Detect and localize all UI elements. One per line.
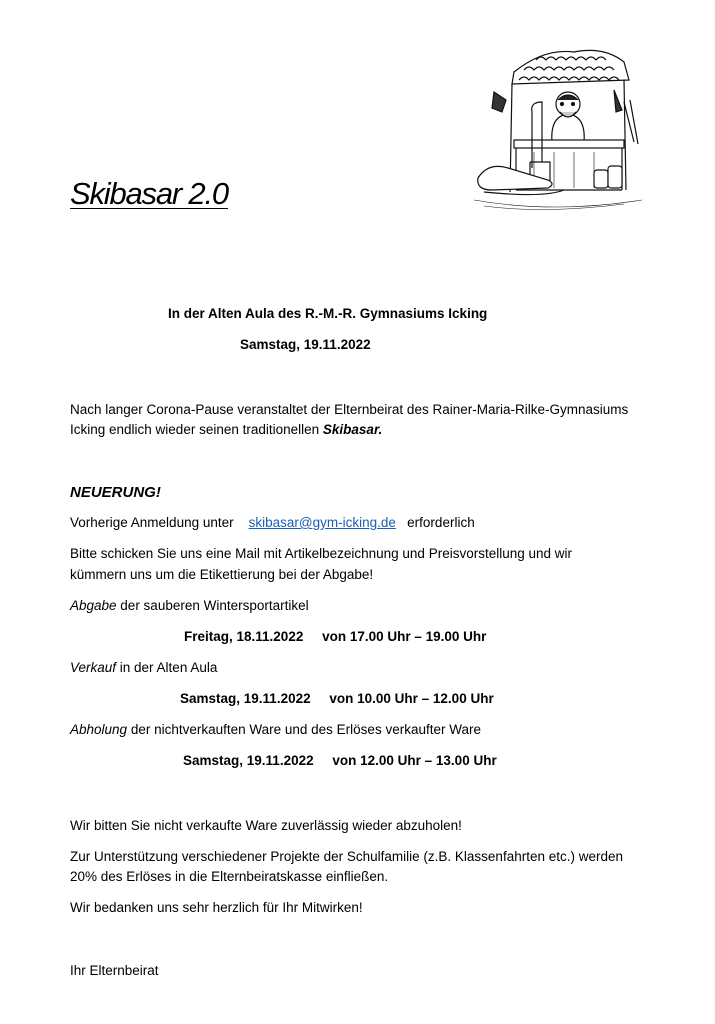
schedule-time-pickup: Samstag, 19.11.2022 von 12.00 Uhr – 13.00 Uhr — [183, 753, 497, 768]
email-link[interactable]: skibasar@gym-icking.de — [248, 515, 396, 530]
pickup-note: Wir bitten Sie nicht verkaufte Ware zuverlässig wieder abzuholen! — [70, 818, 462, 833]
intro-line-1: Nach langer Corona-Pause veranstaltet der Elternbeirat des Rainer-Maria-Rilke-Gymnasiums — [70, 402, 629, 417]
registration-line: Vorherige Anmeldung unter skibasar@gym-icking.de erforderlich — [70, 515, 475, 530]
schedule-time-dropoff: Freitag, 18.11.2022 von 17.00 Uhr – 19.00 Uhr — [184, 629, 487, 644]
page-title: Skibasar 2.0 — [70, 176, 228, 211]
schedule-desc-dropoff: Abgabe der sauberen Wintersportartikel — [70, 598, 309, 613]
thanks-line: Wir bedanken uns sehr herzlich für Ihr Mitwirken! — [70, 900, 363, 915]
schedule-desc-sale: Verkauf in der Alten Aula — [70, 660, 218, 675]
support-line-2: 20% des Erlöses in die Elternbeiratskasse einfließen. — [70, 869, 389, 884]
news-heading: NEUERUNG! — [70, 484, 161, 501]
intro-line-2: Icking endlich wieder seinen traditionellen Skibasar. — [70, 422, 383, 437]
signature: Ihr Elternbeirat — [70, 963, 159, 978]
schedule-time-sale: Samstag, 19.11.2022 von 10.00 Uhr – 12.00 Uhr — [180, 691, 494, 706]
support-line-1: Zur Unterstützung verschiedener Projekte der Schulfamilie (z.B. Klassenfahrten etc.) werden — [70, 849, 624, 864]
ski-hut-illustration — [474, 42, 642, 212]
event-date: Samstag, 19.11.2022 — [240, 337, 371, 352]
mail-info-line-1: Bitte schicken Sie uns eine Mail mit Artikelbezeichnung und Preisvorstellung und wir — [70, 546, 573, 561]
mail-info-line-2: kümmern uns um die Etikettierung bei der Abgabe! — [70, 567, 374, 582]
venue-line: In der Alten Aula des R.-M.-R. Gymnasiums Icking — [168, 306, 488, 321]
schedule-desc-pickup: Abholung der nichtverkauften Ware und des Erlöses verkaufter Ware — [70, 722, 481, 737]
